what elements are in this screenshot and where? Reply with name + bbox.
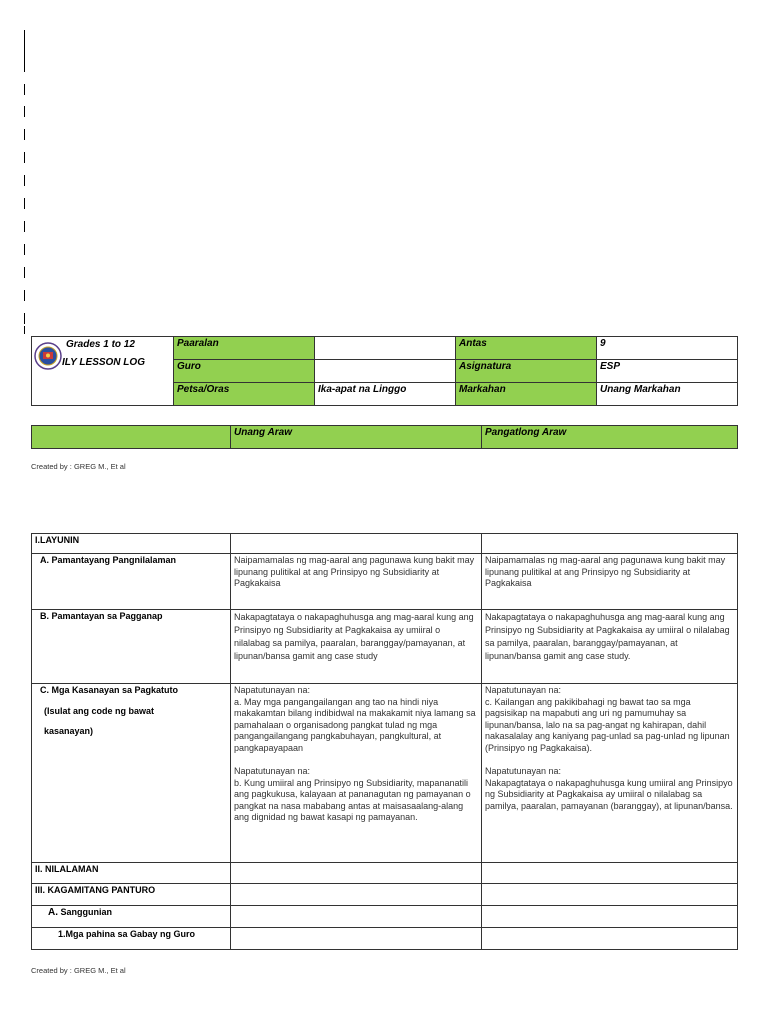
grades-label: Grades 1 to 12: [66, 339, 135, 350]
references-text: Sanggunian: [60, 907, 113, 917]
competencies-day1: [231, 684, 482, 863]
competency-intro: Napatutunayan na:: [234, 685, 311, 695]
lesson-log-title: ILY LESSON LOG: [62, 357, 145, 368]
quarter-label: Markahan: [456, 383, 597, 406]
competency-intro: Napatutunayan na:: [234, 766, 311, 776]
competencies-note-2: kasanayan): [44, 726, 94, 736]
day-3-label: Pangatlong Araw: [482, 426, 738, 449]
performance-standard-label: B. Pamantayan sa Pagganap: [32, 610, 231, 684]
learning-resources-heading: III. KAGAMITANG PANTURO: [32, 884, 231, 906]
references-letter: A.: [48, 907, 58, 918]
content-heading: II. NILALAMAN: [32, 863, 231, 884]
teacher-guide-pages-label: 1.Mga pahina sa Gabay ng Guro: [32, 928, 231, 950]
day-1-label: Unang Araw: [231, 426, 482, 449]
references-label: [32, 906, 231, 928]
margin-tick: [24, 198, 25, 209]
learning-resources-day1: [231, 884, 482, 906]
competency-a: a. May mga pangangailangan ang tao na hindi niya makakamtan bilang indibidwal na makakamit niya lamang sa pamahalaan o organisadong pangkat tulad ng mga pangangailangang pangkabuhayan, pangkultural, at pangkapayapaan: [234, 696, 476, 753]
margin-tick: [24, 326, 25, 334]
teacher-guide-pages-day1: [231, 928, 482, 950]
margin-tick: [24, 313, 25, 324]
quarter-value: Unang Markahan: [597, 383, 738, 406]
learning-resources-day3: [482, 884, 738, 906]
competency-intro: Napatutunayan na:: [485, 685, 562, 695]
lesson-header-table: [31, 336, 738, 406]
created-by-note-footer: Created by : GREG M., Et al: [31, 966, 126, 975]
learning-competencies-label: [32, 684, 231, 863]
teacher-value: [315, 360, 456, 383]
content-standard-day1: Naipamamalas ng mag-aaral ang pagunawa kung bakit may lipunang pulitikal at ang Prinsipyo ng Subsidiarity at Pagkakaisa: [231, 554, 482, 610]
subject-value: ESP: [597, 360, 738, 383]
performance-standard-day3: Nakapagtataya o nakapaghuhusga ang mag-aaral kung ang Prinsipyo ng Subsidiarity at Pagkakaisa ay umiiral o nilalabag sa pamilya, paaralan, baranggay/pamayanan, at lipunan/bansa gamit ang case study.: [482, 610, 738, 684]
margin-tick: [24, 106, 25, 117]
objectives-col1: [231, 534, 482, 554]
competency-intro: Napatutunayan na:: [485, 766, 562, 776]
competency-c: c. Kailangan ang pakikibahagi ng bawat tao sa mga pagsisikap na mapabuti ang uri ng pamumuhay sa lipunan/bansa, lalo na sa pag-angat ng kahirapan, dahil nakasalalay ang kaniyang pag-unlad sa pag-unlad ng lipunan (Prinsipyo ng Pagkakaisa).: [485, 696, 730, 753]
performance-standard-day1: Nakapagtataya o nakapaghuhusga ang mag-aaral kung ang Prinsipyo ng Subsidiarity at Pagkakaisa ay umiiral o nilalabag sa pamilya, paaralan, baranggay/pamayanan, at lipunan/bansa gamit ang case study: [231, 610, 482, 684]
school-value: [315, 337, 456, 360]
day-blank-cell: [32, 426, 231, 449]
competencies-day3: [482, 684, 738, 863]
lesson-content-table: [31, 533, 738, 950]
margin-tick: [24, 129, 25, 140]
objectives-heading: I.LAYUNIN: [32, 534, 231, 554]
teacher-label: Guro: [174, 360, 315, 383]
objectives-col2: [482, 534, 738, 554]
created-by-note: Created by : GREG M., Et al: [31, 462, 126, 471]
grade-level-value: 9: [597, 337, 738, 360]
days-table: [31, 425, 738, 449]
margin-tick: [24, 175, 25, 186]
content-day3: [482, 863, 738, 884]
margin-tick: [24, 244, 25, 255]
school-label: Paaralan: [174, 337, 315, 360]
margin-tick: [24, 152, 25, 163]
competencies-note-1: (Isulat ang code ng bawat: [44, 705, 155, 716]
content-standard-label: A. Pamantayang Pangnilalaman: [32, 554, 231, 610]
margin-line: [24, 30, 25, 72]
margin-tick: [24, 221, 25, 232]
margin-tick: [24, 290, 25, 301]
margin-tick: [24, 84, 25, 95]
competency-d: Nakapagtataya o nakapaghuhusga kung umiiral ang Prinsipyo ng Subsidiarity at Pagkakaisa ay umiiral o nilalabag sa pamilya, paaralan, pamayanan (baranggay), at lipunan/bansa.: [485, 777, 733, 811]
subject-label: Asignatura: [456, 360, 597, 383]
date-time-label: Petsa/Oras: [174, 383, 315, 406]
content-standard-day3: Naipamamalas ng mag-aaral ang pagunawa kung bakit may lipunang pulitikal at ang Prinsipyo ng Subsidiarity at Pagkakaisa: [482, 554, 738, 610]
competency-b: b. Kung umiiral ang Prinsipyo ng Subsidiarity, mapananatili ang pagkukusa, kalayaan at pananagutan ng pamayanan o pangkat na nasa mababang antas at maisasaalang-alang ang dignidad ng bawat kasapi ng pamayanan.: [234, 777, 471, 822]
grade-level-label: Antas: [456, 337, 597, 360]
margin-tick: [24, 267, 25, 278]
date-time-value: Ika-apat na Linggo: [315, 383, 456, 406]
content-day1: [231, 863, 482, 884]
references-day3: [482, 906, 738, 928]
teacher-guide-pages-day3: [482, 928, 738, 950]
references-day1: [231, 906, 482, 928]
competencies-title: C. Mga Kasanayan sa Pagkatuto: [40, 685, 179, 695]
deped-seal-icon: [34, 342, 62, 370]
